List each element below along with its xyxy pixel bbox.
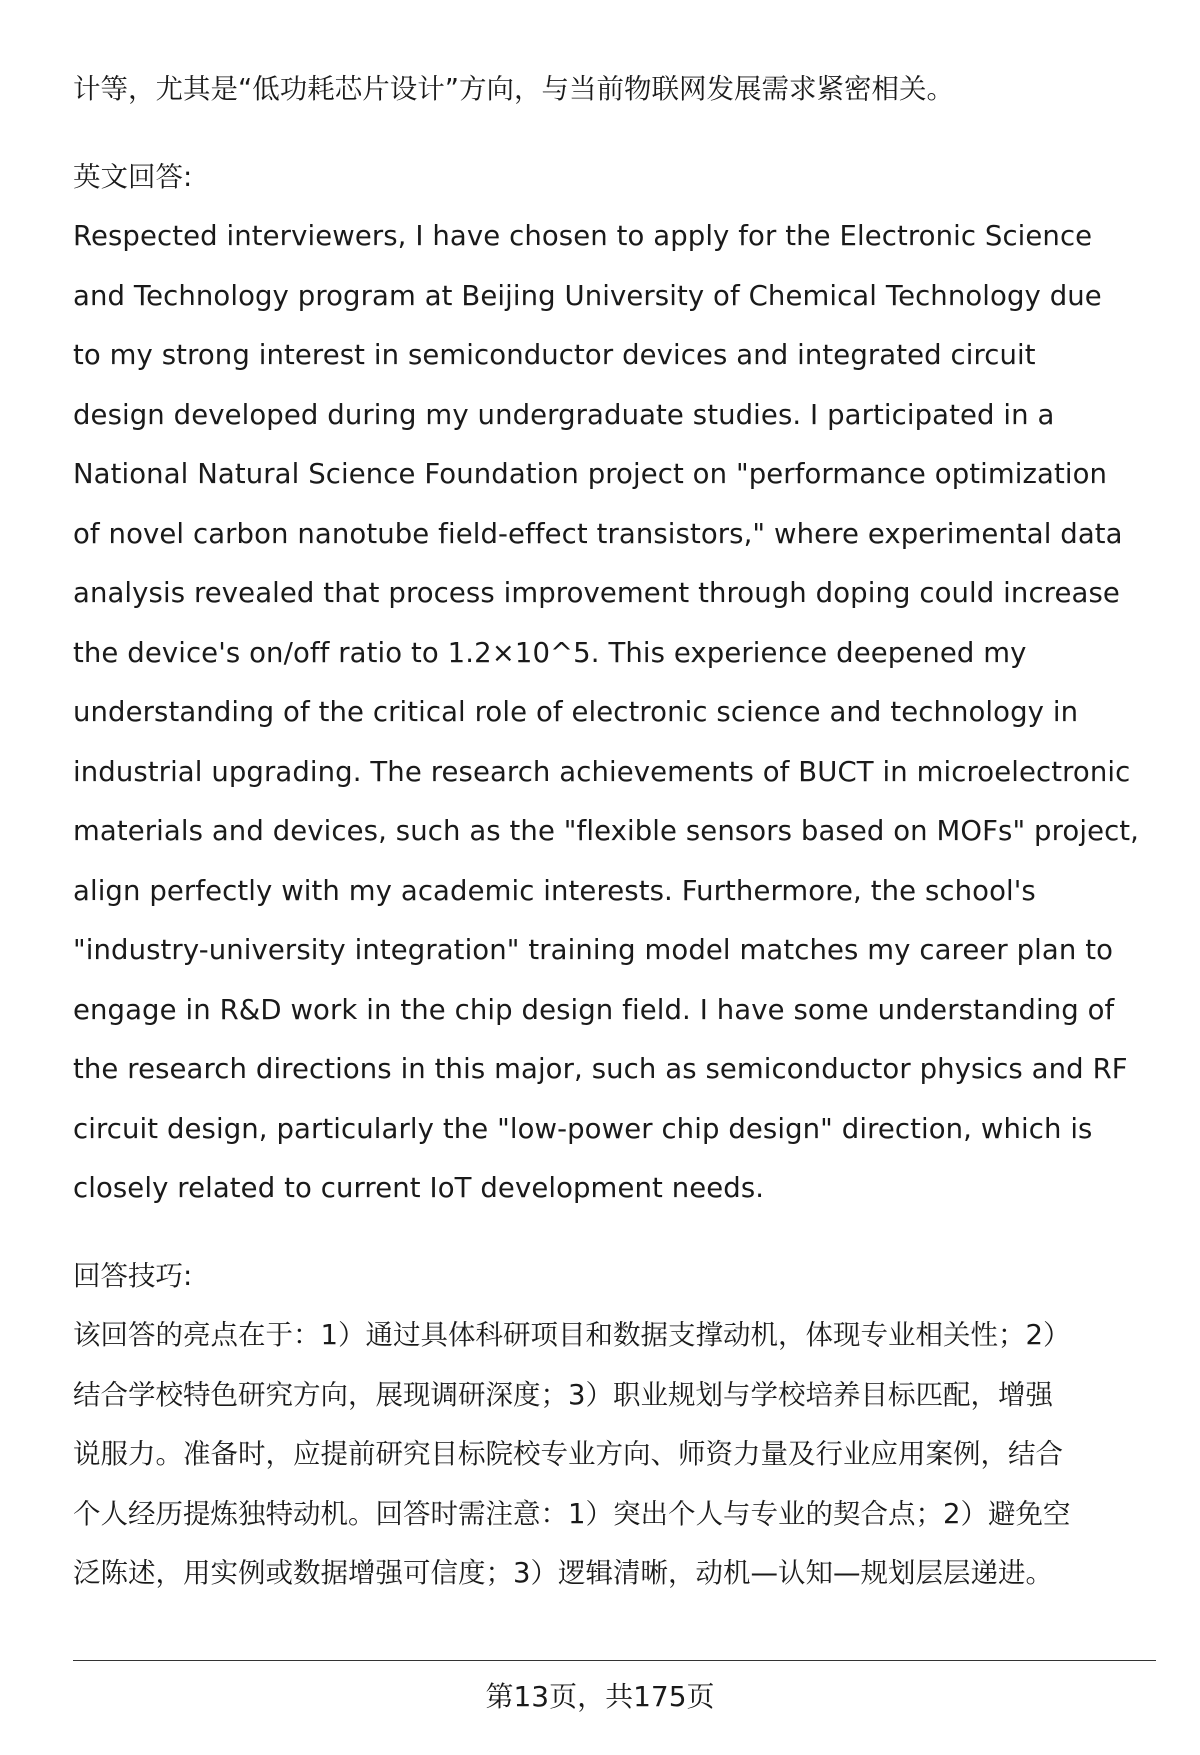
text-line: industrial upgrading. The research achievements of BUCT in microelectronic: [73, 755, 1131, 788]
text-line: the device's on/off ratio to 1.2×10^5. This experience deepened my: [73, 636, 1027, 669]
text-line: 说服力。准备时，应提前研究目标院校专业方向、师资力量及行业应用案例，结合: [73, 1438, 1063, 1470]
text-line: "industry-university integration" training model matches my career plan to: [73, 934, 1114, 966]
footer-divider: [73, 1660, 1156, 1661]
text-line: to my strong interest in semiconductor devices and integrated circuit: [73, 339, 1036, 371]
text-line: 计等，尤其是“低功耗芯片设计”方向，与当前物联网发展需求紧密相关。: [73, 73, 954, 105]
page-number: 第13页，共175页: [485, 1680, 715, 1713]
text-line: 个人经历提炼独特动机。回答时需注意：1）突出个人与专业的契合点；2）避免空: [73, 1497, 1071, 1530]
text-line: National Natural Science Foundation project on "performance optimization: [73, 458, 1108, 490]
spacer: [73, 120, 1163, 148]
english-answer-section: [73, 148, 1163, 1219]
text-line: analysis revealed that process improvement through doping could increase: [73, 577, 1120, 609]
text-line: circuit design, particularly the "low-power chip design" direction, which is: [73, 1112, 1093, 1145]
text-line: and Technology program at Beijing University of Chemical Technology due: [73, 279, 1102, 312]
text-line: 结合学校特色研究方向，展现调研深度；3）职业规划与学校培养目标匹配，增强: [73, 1378, 1053, 1411]
text-line: align perfectly with my academic interests. Furthermore, the school's: [73, 874, 1036, 907]
document-body: [73, 60, 1163, 1604]
text-line: the research directions in this major, such as semiconductor physics and RF: [73, 1053, 1128, 1085]
text-line: closely related to current IoT development needs.: [73, 1172, 765, 1204]
text-line: understanding of the critical role of electronic science and technology in: [73, 696, 1079, 728]
text-line: materials and devices, such as the "flexible sensors based on MOFs" project,: [73, 815, 1140, 847]
text-line: 该回答的亮点在于：1）通过具体科研项目和数据支撑动机，体现专业相关性；2）: [73, 1319, 1071, 1351]
text-line: of novel carbon nanotube field-effect transistors," where experimental data: [73, 517, 1123, 550]
text-line: engage in R&D work in the chip design field. I have some understanding of: [73, 993, 1115, 1026]
answer-tips-heading: 回答技巧:: [73, 1259, 193, 1292]
answer-tips-section: [73, 1247, 1163, 1604]
text-line: 泛陈述，用实例或数据增强可信度；3）逻辑清晰，动机—认知—规划层层递进。: [73, 1557, 1053, 1589]
intro-tail-paragraph: [73, 60, 1163, 120]
text-line: Respected interviewers, I have chosen to apply for the Electronic Science: [73, 220, 1093, 252]
english-answer-heading: 英文回答:: [73, 160, 193, 193]
spacer: [73, 1219, 1163, 1247]
text-line: design developed during my undergraduate studies. I participated in a: [73, 398, 1055, 431]
